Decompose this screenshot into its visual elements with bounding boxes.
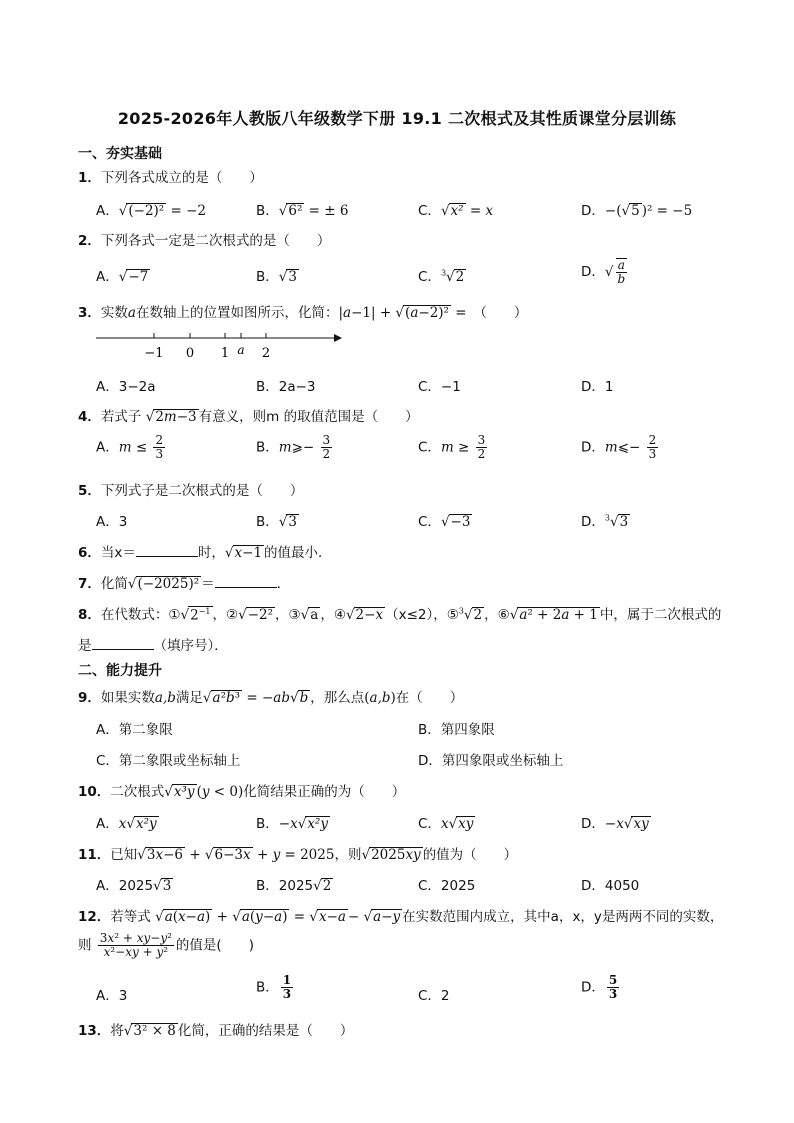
question-4: 4．若式子 √2m−3 有意义，则m 的取值范围是（ ） [78,409,419,425]
question-1 [78,166,263,186]
question-2: 2．下列各式一定是二次根式的是（ ） [78,233,331,249]
option-c: C．2 [418,988,450,1004]
question-13: 13．将√3² × 8 化简，正确的结果是（ ） [78,1023,354,1039]
option-c: C．x√xy [418,816,474,832]
question-12-line-2: 则 $\frac{\text{3x² + xy−y²}}{\text{x²−xy + y²}}$ 的值是( ) [78,931,254,960]
option-d: D．m⩽− $\frac{2}{3}$ [581,433,657,462]
answer-blank[interactable] [215,575,277,588]
option-d: D．−(√5 )² = −5 [581,203,693,219]
option-d: D．√ $\frac{a}{b}$ [581,258,626,287]
option-b: B．m⩾− $\frac{3}{2}$ [256,433,331,462]
option-c: C．$^3$√2 [418,268,465,285]
option-b: B． $\frac{1}{3}$ [256,973,292,1002]
question-6: 6．当x＝ 时，√x−1 的值最小． [78,545,332,561]
question-12: 12．若等式 √a(x−a) + √a(y−a) = √x−a − √a−y 在实数范围内成立，其中a，x，y是两两不同的实数， [78,909,724,925]
option-a: A．2025√3 [96,878,172,894]
question-5: 5．下列式子是二次根式的是（ ） [78,483,304,499]
option-b: B．第四象限 [418,722,495,738]
question-number: 1． [78,170,101,186]
option-d: D． $\frac{5}{3}$ [581,973,618,1002]
option-a: A．第二象限 [96,722,173,738]
option-c: C．√x² = x [418,203,494,219]
option-b: B．√3 [256,269,297,285]
option-d: D．−x√xy [581,816,649,832]
section-heading-basics: 一、夯实基础 [78,146,162,162]
option-b: B．√3 [256,514,297,530]
option-a: A．3 [96,514,128,530]
option-b: B．−x√x²y [256,816,328,832]
question-8: 8．在代数式：$①√2^{-1}$ ，②√−2² ，③√a ，④√2−x （x≤2），⑤$^3$√2 ，⑥√a² + 2a + 1 中，属于二次根式的 [78,606,722,623]
question-9: 9．如果实数a,b满足√a²b³ = −ab√b ，那么点(a,b)在（ ） [78,690,464,706]
option-b: B．√6² = ± 6 [256,203,349,219]
option-a: A．3 [96,988,128,1004]
tick-label: a [237,343,245,357]
option-d: D．1 [581,379,614,395]
option-d: D．$^3$√3 [581,513,629,530]
option-a: A．√(−2)² = −2 [96,203,207,219]
option-c: C．√−3 [418,514,471,530]
page-title: 2025-2026年人教版八年级数学下册 19.1 二次根式及其性质课堂分层训练 [117,109,677,128]
question-10: 10．二次根式√x³y (y < 0)化简结果正确的为（ ） [78,784,406,800]
option-c: C．m ≥ $\frac{3}{2}$ [418,433,486,462]
option-c: C．2025 [418,878,476,894]
option-c: C．−1 [418,379,461,395]
option-d: D．第四象限或坐标轴上 [418,753,564,769]
option-a: A．√−7 [96,269,149,285]
tick-label: 0 [185,346,195,361]
question-3: 3．实数a在数轴上的位置如图所示，化简：|a−1| + √(a−2)² = （ ） [78,305,528,321]
option-c: C．第二象限或坐标轴上 [96,753,241,769]
tick-label: 1 [220,346,230,361]
option-d: D．4050 [581,878,640,894]
question-11: 11．已知√3x−6 + √6−3x + y = 2025，则√2025xy 的值为（ ） [78,847,518,863]
number-line [94,330,344,364]
section-heading-advanced: 二、能力提升 [78,663,162,679]
question-8-line-2: 是 （填序号）． [78,638,228,654]
answer-blank[interactable] [136,544,198,557]
question-7: 7．化简√(−2025)² ＝ ． [78,576,291,592]
tick-label: −1 [144,346,164,361]
answer-blank[interactable] [92,637,154,650]
option-b: B．2025√2 [256,878,332,894]
option-b: B．2a−3 [256,379,316,395]
question-text: 下列各式成立的是（ ） [100,170,263,186]
option-a: A．3−2a [96,379,156,395]
option-a: A．x√x²y [96,816,157,832]
option-a: A．m ≤ $\frac{2}{3}$ [96,433,164,462]
tick-label: 2 [261,346,271,361]
